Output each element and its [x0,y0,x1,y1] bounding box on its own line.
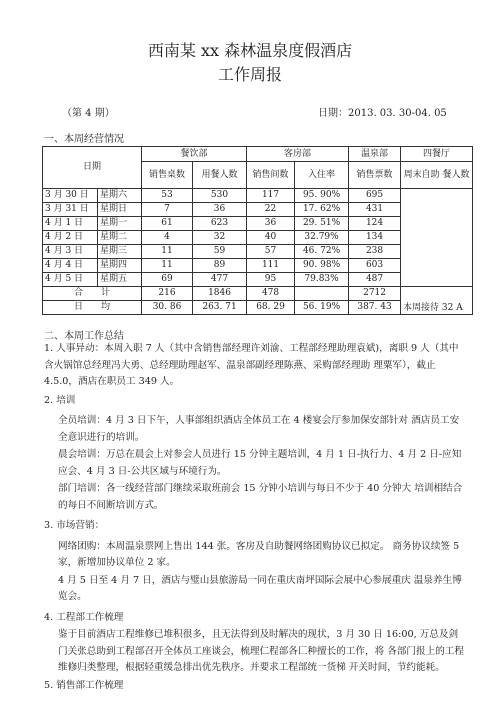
table-cell-weekday: 星期三 [98,245,142,259]
table-cell-c4: 95. 90% [295,189,349,203]
table-cell-c1: 7 [142,203,193,217]
table-cell-date: 3 月 30 日 [43,189,98,203]
summary-engineering-heading: 4. 工程部工作梳理 [44,611,124,623]
table-cell-weekday: 星期一 [98,217,142,231]
table-cell-c4: 90. 98% [295,259,349,273]
summary-training-morning: 晨会培训：万总在晨会上对参会人员进行 15 分钟主题培训，4 月 1 日-执行力、4 月 2 日-应知应会、4 月 3 日-公共区域与环境行为。 [58,449,462,477]
table-cell-c1: 53 [142,189,193,203]
section2-heading: 二、本周工作总结 [44,331,124,342]
table-cell-c5: 134 [349,231,401,245]
weekly-reception-note: 本周接待 32 A [401,287,473,315]
total-label: 合 计 [43,287,142,301]
table-cell-c5: 124 [349,217,401,231]
table-cell-c2: 89 [193,259,247,273]
table-cell-c3: 22 [247,203,295,217]
table-cell-date: 4 月 2 日 [43,231,98,245]
table-cell-date: 4 月 1 日 [43,217,98,231]
table-cell-c1: 4 [142,231,193,245]
table-cell-c1: 61 [142,217,193,231]
table-cell-weekday: 星期六 [98,189,142,203]
table-cell-c3: 117 [247,189,295,203]
summary-marketing-expo: 4 月 5 日至 4 月 7 日，酒店与璧山县旅游局一同在重庆南坪国际会展中心参展重庆 温泉养生博览会。 [58,574,462,602]
total-cell: 1846 [193,287,247,301]
table-cell-c3: 40 [247,231,295,245]
total-row [43,287,473,301]
table-cell-c5: 695 [349,189,401,203]
total-cell [295,287,349,301]
summary-engineering-detail: 鉴于目前酒店工程维修已堆积很多，且无法得到及时解决的现状，3 月 30 日 16:00, 万总及剑门关张总助到工程部召开全体员工座谈会，梳理仁程部各匚种擅长的工作，将 各部门报上的工程维修归类整理，根据轻重缓急排出优先秩序。并要求工程部统一货梯 开关时间，节约能耗。 [58,629,464,673]
table-cell-weekday: 星期二 [98,231,142,245]
table-cell-c4: 17. 62% [295,203,349,217]
table-cell-date: 4 月 4 日 [43,259,98,273]
table-cell-c2: 530 [193,189,247,203]
group-header-spa: 温泉部 [349,147,401,162]
summary-sales-heading: 5. 销售部工作梳理 [44,679,124,691]
total-cell: 478 [247,287,295,301]
subheader-tables-sold: 销售桌数 [142,162,193,189]
table-cell-weekday: 星期日 [98,203,142,217]
table-cell-c1: 11 [142,245,193,259]
table-cell-date: 4 月 3 日 [43,245,98,259]
table-cell-c3: 57 [247,245,295,259]
summary-training-department: 部门培训：各一线经营部门继续采取班前会 15 分钟小培训与每日不少于 40 分钟大 培训相结合的每日不间断培训方式。 [58,483,463,511]
table-cell-c5: 487 [349,273,401,287]
table-cell-c2: 477 [193,273,247,287]
table-cell-date: 3 月 31 日 [43,203,98,217]
report-date: 日期：2013. 03. 30-04. 05 [318,108,447,119]
subheader-rooms-sold: 销售间数 [247,162,295,189]
average-label: 日 均 [43,301,142,315]
summary-training-all-staff: 全员培训：4 月 3 日下午，人事部组织酒店全体员工在 4 楼宴会厅参加保安部针对 酒店员工安全意识进行的培训。 [58,415,460,443]
table-cell-c2: 59 [193,245,247,259]
buffet-column-empty [401,189,473,287]
table-cell-c5: 238 [349,245,401,259]
subheader-diners: 用餐人数 [193,162,247,189]
subheader-buffet-guests: 周末自助 餐人数 [401,162,473,189]
table-cell-weekday: 星期五 [98,273,142,287]
operations-table [42,146,473,315]
table-cell-c5: 603 [349,259,401,273]
group-header-restaurant4: 四餐厅 [401,147,473,162]
section1-heading: 一、本周经营情况 [44,134,124,145]
summary-personnel: 1. 人事异动：本周入职 7 人（其中含销售部经理许刘渝、工程部经理助理袁斌)，离职 9 人（其中含火锅馆总经理冯大勇、总经理助理赵军、温泉部副经理陈燕、采购部经理助 理粟军），截止 4.5.0，酒店在职员工 349 人。 [44,343,459,387]
date-header: 日期 [43,147,142,189]
table-cell-c4: 32.79% [295,231,349,245]
table-cell-c3: 95 [247,273,295,287]
table-cell-c4: 46. 72% [295,245,349,259]
table-row [43,189,473,203]
table-header-row [43,147,473,162]
table-cell-c1: 11 [142,259,193,273]
average-cell: 56. 19% [295,301,349,315]
average-cell: 387. 43 [349,301,401,315]
table-cell-c2: 623 [193,217,247,231]
table-cell-weekday: 星期四 [98,259,142,273]
average-cell: 263. 71 [193,301,247,315]
summary-marketing-online: 网络团购：本周温泉票网上售出 144 张。客房及自助餐网络团购协议已拟定。 商务协议续签 5 家，新增加协议单位 2 家。 [58,540,460,568]
table-cell-c2: 36 [193,203,247,217]
average-cell: 68. 29 [247,301,295,315]
issue-number: （第 4 期） [62,108,115,119]
table-cell-c4: 79.83% [295,273,349,287]
total-cell: 2712 [349,287,401,301]
report-title: 工作周报 [217,65,282,84]
table-cell-c3: 111 [247,259,295,273]
group-header-dining: 餐饮部 [142,147,247,162]
table-cell-date: 4 月 5 日 [43,273,98,287]
average-cell: 30. 86 [142,301,193,315]
table-cell-c3: 36 [247,217,295,231]
total-cell: 216 [142,287,193,301]
table-cell-c1: 69 [142,273,193,287]
table-cell-c5: 431 [349,203,401,217]
weekly-summary [44,341,464,694]
subheader-tickets-sold: 销售票数 [349,162,401,189]
group-header-rooms: 客房部 [247,147,349,162]
hotel-title: 西南某 xx 森林温泉度假酒店 [147,41,353,60]
summary-marketing-heading: 3. 市场营销： [44,520,105,531]
table-cell-c4: 29. 51% [295,217,349,231]
summary-training-heading: 2. 培训 [44,394,76,406]
table-cell-c2: 32 [193,231,247,245]
subheader-occupancy: 入住率 [295,162,349,189]
